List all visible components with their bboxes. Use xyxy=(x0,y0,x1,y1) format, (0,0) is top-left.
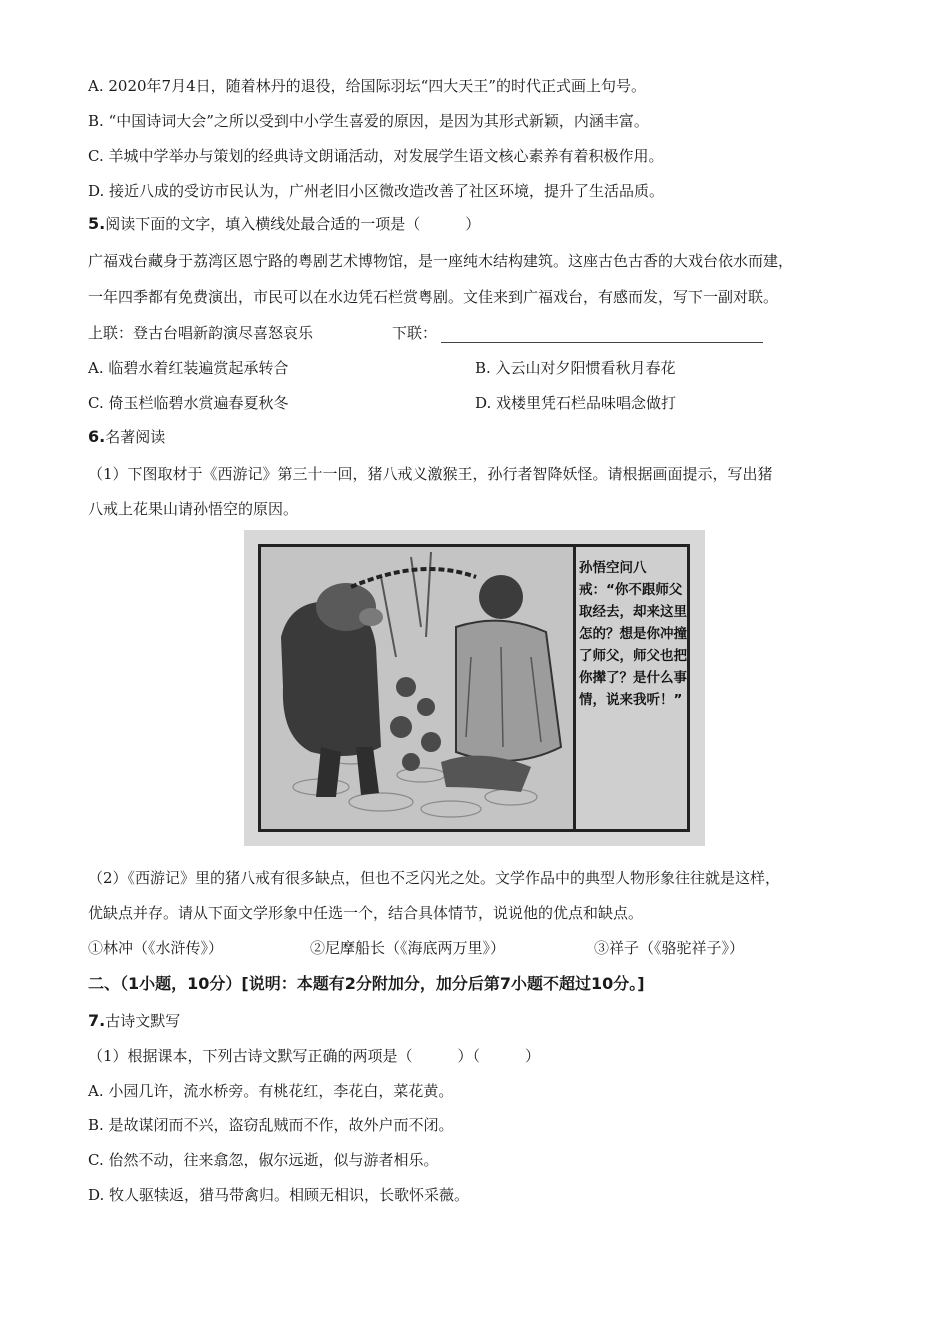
q6-title-line xyxy=(88,427,165,447)
q5-lower-label: 下联： xyxy=(392,324,438,342)
q6-part2-line2: 优缺点并存。请从下面文学形象中任选一个，结合具体情节，说说他的优点和缺点。 xyxy=(88,904,644,922)
q6-choice-1: ①林冲（《水浒传》） xyxy=(88,939,224,957)
q4-option-d: D. 接近八成的受访市民认为，广州老旧小区微改造改善了社区环境，提升了生活品质。 xyxy=(88,182,665,200)
comic-illustration xyxy=(261,547,576,829)
q7-stem: （1）根据课本，下列古诗文默写正确的两项是（ ）（ ） xyxy=(88,1047,541,1065)
comic-frame xyxy=(258,544,690,832)
journey-west-comic-figure xyxy=(244,530,705,846)
section-2-heading: 二、（1小题，10分）[说明：本题有2分附加分，加分后第7小题不超过10分。] xyxy=(88,974,645,993)
q5-option-c: C. 倚玉栏临碧水赏遍春夏秋冬 xyxy=(88,394,289,412)
q7-option-a: A. 小园几许，流水桥旁。有桃花红，李花白，菜花黄。 xyxy=(88,1082,454,1100)
q6-choice-3: ③祥子（《骆驼祥子》） xyxy=(594,939,745,957)
q6-part2-line1: （2）《西游记》里的猪八戒有很多缺点，但也不乏闪光之处。文学作品中的典型人物形象往往就是这样， xyxy=(88,869,781,887)
comic-drawing xyxy=(261,547,573,829)
q7-title: 古诗文默写 xyxy=(105,1012,181,1030)
q7-option-b: B. 是故谋闭而不兴，盗窃乱贼而不作，故外户而不闭。 xyxy=(88,1116,454,1134)
q4-option-b: B. “中国诗词大会”之所以受到中小学生喜爱的原因，是因为其形式新颖，内涵丰富。 xyxy=(88,112,649,130)
q5-answer-blank[interactable] xyxy=(441,326,763,343)
q7-title-line xyxy=(88,1011,180,1031)
q5-number: 5. xyxy=(88,214,106,233)
comic-caption: 孙悟空问八戒：“你不跟师父取经去，却来这里怎的？想是你冲撞了师父，师父也把你撵了？是什么事情，说来我听！” xyxy=(579,560,687,708)
q5-stem: 阅读下面的文字，填入横线处最合适的一项是（ ） xyxy=(105,215,481,233)
q5-option-a: A. 临碧水着红装遍赏起承转合 xyxy=(88,359,289,377)
q4-option-a: A. 2020年7月4日，随着林丹的退役，给国际羽坛“四大天王”的时代正式画上句号。 xyxy=(88,77,646,95)
q5-option-d: D. 戏楼里凭石栏品味唱念做打 xyxy=(475,394,677,412)
q6-number: 6. xyxy=(88,427,106,446)
q6-title: 名著阅读 xyxy=(105,428,166,446)
q4-option-c: C. 羊城中学举办与策划的经典诗文朗诵活动，对发展学生语文核心素养有着积极作用。 xyxy=(88,147,664,165)
q6-choice-2: ②尼摩船长（《海底两万里》） xyxy=(310,939,506,957)
q5-passage-line2: 一年四季都有免费演出，市民可以在水边凭石栏赏粤剧。文佳来到广福戏台，有感而发，写下一副对联。 xyxy=(88,288,779,306)
q5-upper-couplet: 上联：登古台唱新韵演尽喜怒哀乐 xyxy=(88,324,314,342)
q5-option-b: B. 入云山对夕阳惯看秋月春花 xyxy=(475,359,676,377)
q5-passage-line1: 广福戏台藏身于荔湾区恩宁路的粤剧艺术博物馆，是一座纯木结构建筑。这座古色古香的大戏台依水而建， xyxy=(88,252,794,270)
q6-part1-line2: 八戒上花果山请孙悟空的原因。 xyxy=(88,500,299,518)
q5-stem-line xyxy=(88,214,480,234)
q6-part1-line1: （1）下图取材于《西游记》第三十一回，猪八戒义激猴王，孙行者智降妖怪。请根据画面提示，写出猪 xyxy=(88,465,773,483)
q7-option-c: C. 佁然不动，往来翕忽，俶尔远逝，似与游者相乐。 xyxy=(88,1151,439,1169)
q7-number: 7. xyxy=(88,1011,106,1030)
q5-lower-couplet xyxy=(392,323,763,343)
q7-option-d: D. 牧人驱犊返，猎马带禽归。相顾无相识，长歌怀采薇。 xyxy=(88,1186,470,1204)
